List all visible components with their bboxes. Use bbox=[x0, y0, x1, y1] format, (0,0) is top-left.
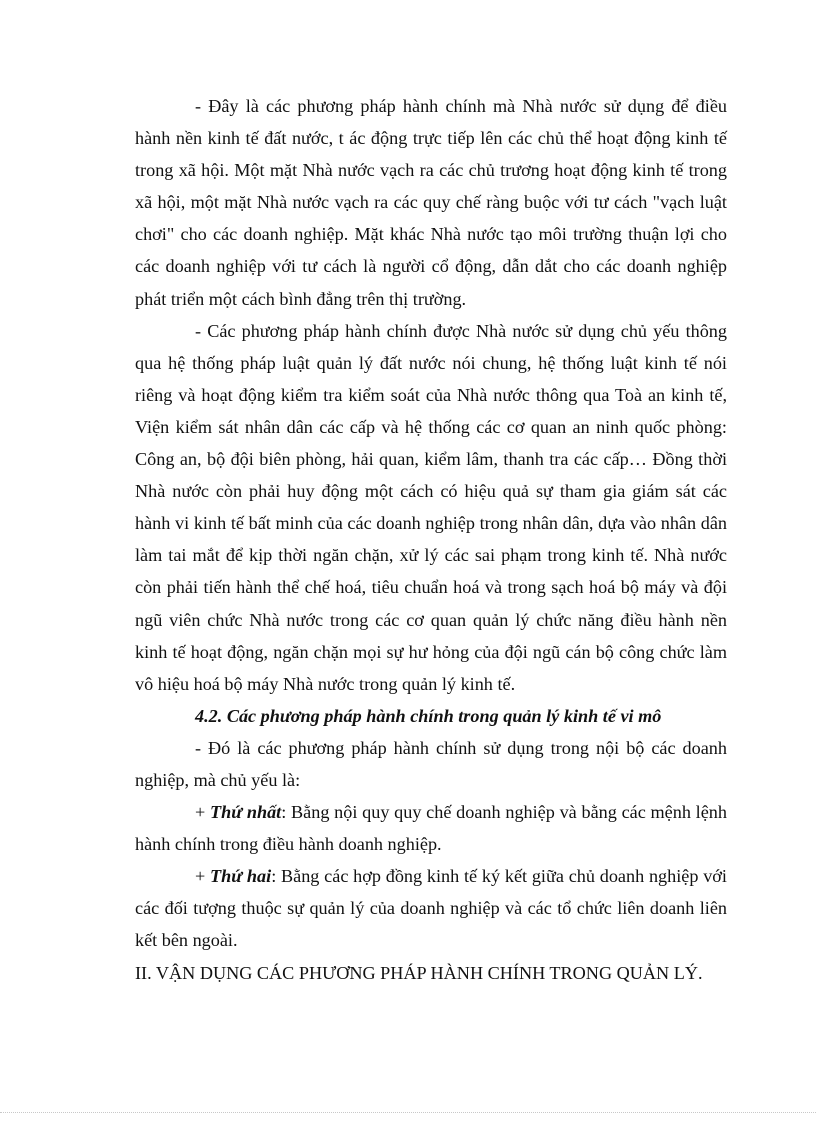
list-item-first-label: Thứ nhất bbox=[210, 802, 282, 823]
list-item-second bbox=[135, 860, 727, 956]
section-heading-4-2: 4.2. Các phương pháp hành chính trong quản lý kinh tế vi mô bbox=[195, 705, 662, 726]
document-body bbox=[135, 90, 727, 989]
list-item-second-prefix: + bbox=[195, 866, 211, 887]
list-item-first-prefix: + bbox=[195, 802, 210, 823]
list-item-second-text: : Bằng các hợp đồng kinh tế ký kết giữa chủ doanh nghiệp với các đối tượng thuộc sự quản lý của doanh nghiệp và các tổ chức liên doanh liên kết bên ngoài. bbox=[135, 866, 727, 951]
chapter-heading-ii: II. VẬN DỤNG CÁC PHƯƠNG PHÁP HÀNH CHÍNH TRONG QUẢN LÝ. bbox=[135, 962, 703, 983]
list-item-first bbox=[135, 796, 727, 860]
paragraph-legal-system-enforcement: - Các phương pháp hành chính được Nhà nước sử dụng chủ yếu thông qua hệ thống pháp luật quản lý đất nước nói chung, hệ thống luật kinh tế nói riêng và hoạt động kiểm tra kiểm soát của Nhà nước thông qua Toà an kinh tế, Viện kiểm sát nhân dân các cấp và hệ thống các cơ quan an ninh quốc phòng: Công an, bộ đội biên phòng, hải quan, kiểm lâm, thanh tra các cấp… Đồng thời Nhà nước còn phải huy động một cách có hiệu quả sự tham gia giám sát các hành vi kinh tế bất minh của các doanh nghiệp trong nhân dân, dựa vào nhân dân làm tai mắt để kịp thời ngăn chặn, xử lý các sai phạm trong kinh tế. Nhà nước còn phải tiến hành thể chế hoá, tiêu chuẩn hoá và trong sạch hoá bộ máy và đội ngũ viên chức Nhà nước trong các cơ quan quản lý chức năng điều hành nền kinh tế hoạt động, ngăn chặn mọi sự hư hỏng của đội ngũ cán bộ công chức làm vô hiệu hoá bộ máy Nhà nước trong quản lý kinh tế. bbox=[135, 320, 727, 694]
list-item-first-text: : Bằng nội quy quy chế doanh nghiệp và bằng các mệnh lệnh hành chính trong điều hành doanh nghiệp. bbox=[135, 802, 727, 855]
paragraph-state-administrative-methods: - Đây là các phương pháp hành chính mà Nhà nước sử dụng để điều hành nền kinh tế đất nước, t ác động trực tiếp lên các chủ thể hoạt động kinh tế trong xã hội. Một mặt Nhà nước vạch ra các chủ trương hoạt động kinh tế trong xã hội, một mặt Nhà nước vạch ra các quy chế ràng buộc với tư cách "vạch luật chơi" cho các doanh nghiệp. Mặt khác Nhà nước tạo môi trường thuận lợi cho các doanh nghiệp với tư cách là người cổ động, dẫn dắt cho các doanh nghiệp phát triển một cách bình đẳng trên thị trường. bbox=[135, 96, 727, 309]
list-item-second-label: Thứ hai bbox=[210, 866, 272, 887]
paragraph-enterprise-internal-methods: - Đó là các phương pháp hành chính sử dụng trong nội bộ các doanh nghiệp, mà chủ yếu là: bbox=[135, 737, 727, 790]
page-bottom-divider bbox=[0, 1112, 816, 1113]
